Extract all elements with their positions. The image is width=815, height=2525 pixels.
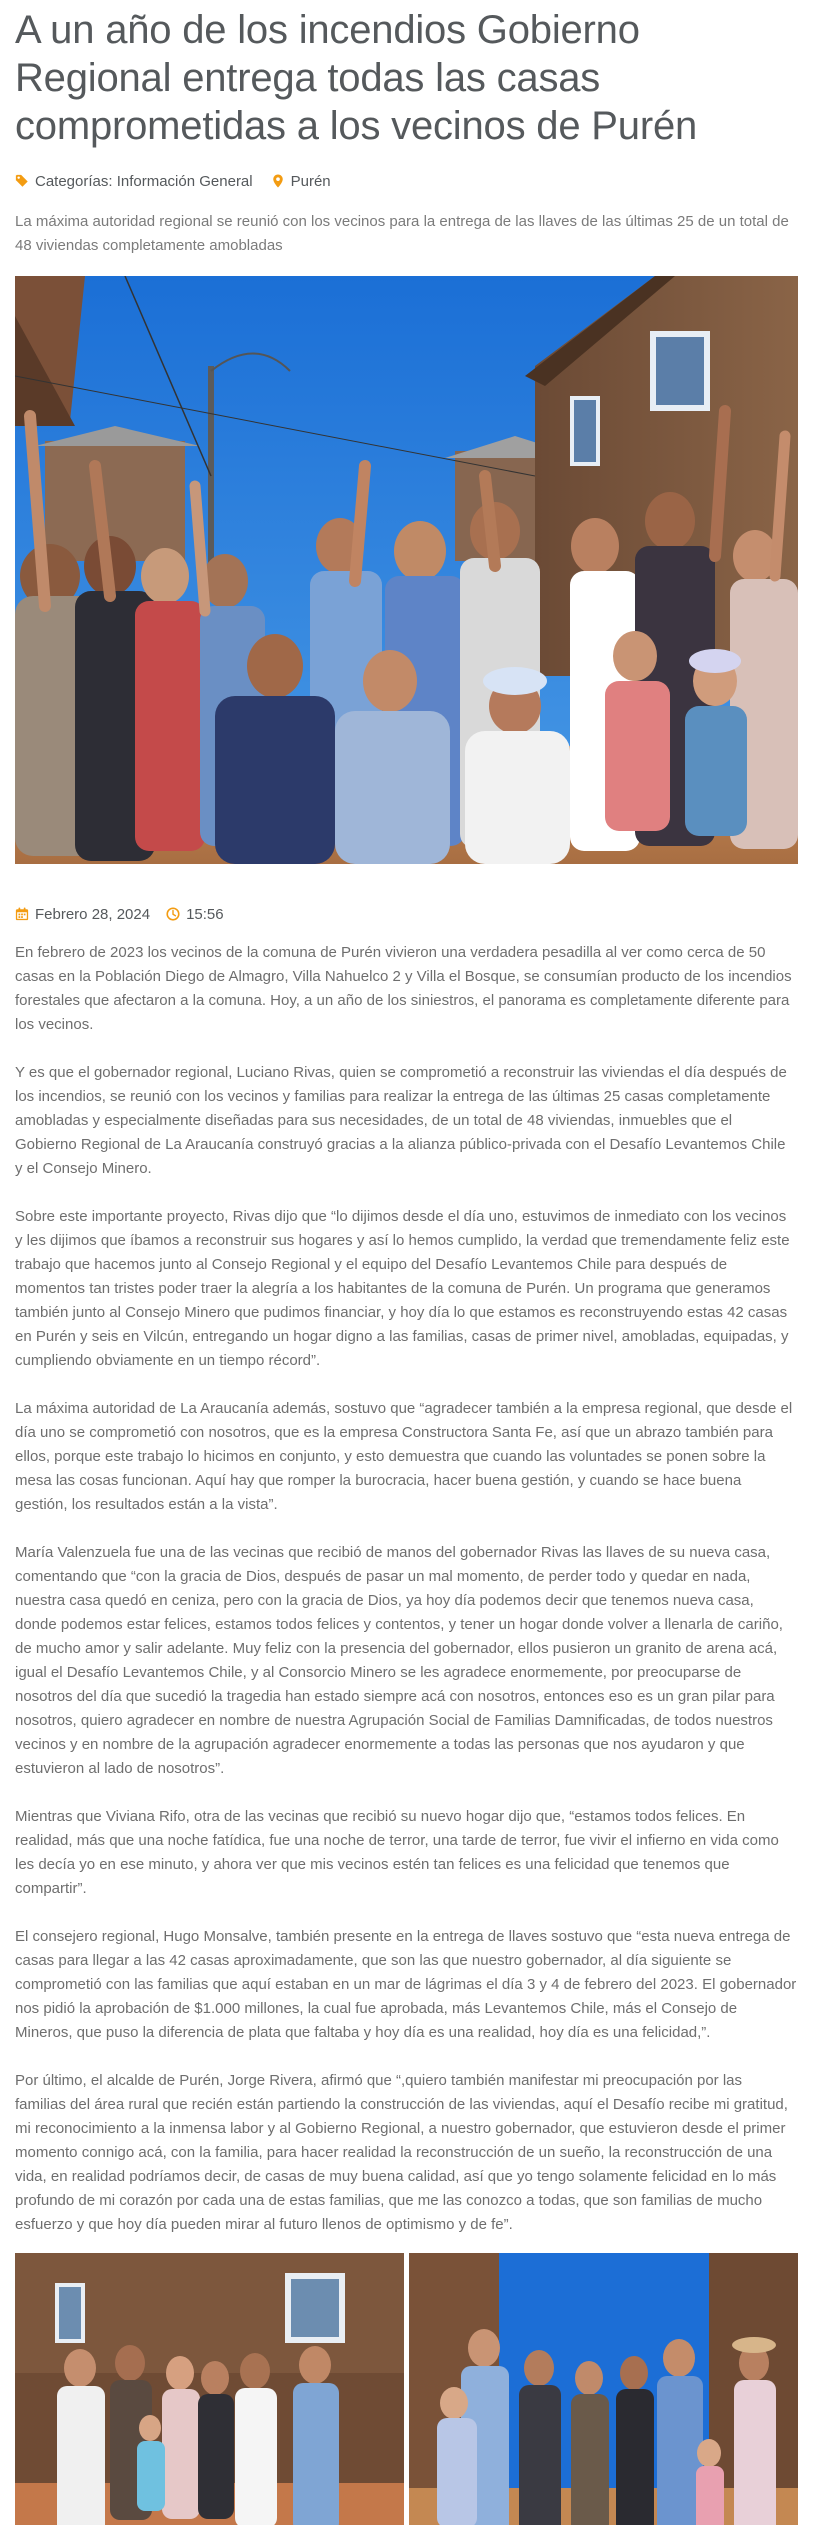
article-lead: La máxima autoridad regional se reunió con los vecinos para la entrega de las llaves de las últimas 25 de un total de 48 viviendas completamente amobladas — [15, 213, 789, 254]
publish-time — [166, 906, 224, 923]
paragraph: Por último, el alcalde de Purén, Jorge Rivera, afirmó que “,quiero también manifestar mi preocupación por las familias del área rural que recién están partiendo la construcción de las viviendas, aquí el Desafío recibe mi gratitud, mi reconocimiento a la inmensa labor y al Gobierno Regional, a nuestro gobernador, que estuvieron desde el primer momento connigo acá, con la familia, para hacer realidad la reconstrucción de un sueño, la reconstrucción de una vida, en realidad podríamos decir, de casas de muy buena calidad, así que yo tengo solamente felicidad en lo más profundo de mi corazón por cada una de estas familias, que me las conozco a todas, que son familias de mucho esfuerzo y que hoy día pueden mirar al futuro llenos de optimismo y de fe”. — [15, 2072, 788, 2233]
paragraph: En febrero de 2023 los vecinos de la comuna de Purén vivieron una verdadera pesadilla al ver como cerca de 50 casas en la Población Diego de Almagro, Villa Nahuelco 2 y Villa el Bosque, se consumían producto de los incendios forestales que afectaron a la comuna. Hoy, a un año de los siniestros, el panorama es completamente diferente para los vecinos. — [15, 944, 792, 1033]
article-body — [15, 941, 797, 2237]
photo-gallery — [15, 2253, 798, 2525]
tag-icon — [15, 174, 29, 188]
publish-date-text: Febrero 28, 2024 — [35, 905, 151, 923]
paragraph: Mientras que Viviana Rifo, otra de las vecinas que recibió su nuevo hogar dijo que, “estamos todos felices. En realidad, más que una noche fatídica, fue una noche de terror, una tarde de terror, fue vivir el infierno en vida como les decía yo en ese minuto, y ahora ver que mis vecinos estén tan felices es una felicidad que tenemos que compartir”. — [15, 1808, 779, 1897]
publish-info — [15, 903, 800, 925]
location — [271, 173, 331, 190]
gallery-photo-2-image — [409, 2253, 798, 2525]
category — [15, 173, 253, 190]
calendar-icon — [15, 907, 29, 921]
gallery-photo-2[interactable] — [409, 2253, 798, 2525]
gallery-photo-1-image — [15, 2253, 404, 2525]
gallery-photo-1[interactable] — [15, 2253, 404, 2525]
paragraph: La máxima autoridad de La Araucanía además, sostuvo que “agradecer también a la empresa regional, que desde el día uno se comprometió con nosotros, que es la empresa Constructora Santa Fe, así que un abrazo también para ellos, porque este trabajo lo hicimos en conjunto, y esto demuestra que cuando las voluntades se ponen sobre la mesa las cosas funcionan. Aquí hay que romper la burocracia, hacer buena gestión, y cuando se hace buena gestión, los resultados están a la vista”. — [15, 1400, 793, 1513]
paragraph: María Valenzuela fue una de las vecinas que recibió de manos del gobernador Rivas las llaves de su nueva casa, comentando que “con la gracia de Dios, después de pasar un mal momento, de perder todo y quedar en nada, nuestra casa quedó en ceniza, pero con la gracia de Dios, ya hoy día podemos decir que tenemos nueva casa, donde podemos estar felices, estamos todos felices y contentos, y tener un hogar donde volver a llenarla de cariño, de mucho amor y salir adelante. Muy feliz con la presencia del gobernador, ellos pusieron un granito de arena acá, igual el Desafío Levantemos Chile, y al Consorcio Minero se les agradece enormemente, por preocuparse de nosotros del día que sucedió la tragedia han estado siempre acá con nosotros, entonces eso es un gran pilar para nosotros, quiero agradecer en nombre de nuestra Agrupación Social de Familias Damnificadas, de todos nuestros vecinos y en nombre de la agrupación agradecer enormemente a todas las personas que nos ayudaron y que estuvieron al lado de nosotros”. — [15, 1544, 783, 1777]
map-pin-icon — [271, 174, 285, 188]
publish-time-text: 15:56 — [186, 905, 224, 923]
clock-icon — [166, 907, 180, 921]
article-title: A un año de los incendios Gobierno Regional entrega todas las casas comprometidas a los vecinos de Purén — [15, 8, 698, 148]
article-meta — [15, 170, 800, 192]
category-link[interactable]: Categorías: Información General — [35, 172, 253, 190]
location-link[interactable]: Purén — [290, 172, 331, 190]
hero-photo — [15, 276, 798, 864]
publish-date — [15, 906, 150, 923]
paragraph: Y es que el gobernador regional, Luciano Rivas, quien se comprometió a reconstruir las viviendas el día después de los incendios, se reunió con los vecinos y familias para realizar la entrega de las últimas 25 casas completamente amobladas y especialmente diseñadas para sus necesidades, de un total de 48 viviendas, inmuebles que el Gobierno Regional de La Araucanía construyó gracias a la alianza público-privada con el Desafío Levantemos Chile y el Consejo Minero. — [15, 1064, 787, 1177]
hero-photo-image — [15, 276, 798, 864]
paragraph: El consejero regional, Hugo Monsalve, también presente en la entrega de llaves sostuvo que “esta nueva entrega de casas para llegar a las 42 casas aproximadamente, que son las que nuestro gobernador, al día siguiente se comprometió con las familias que aquí estaban en un mar de lágrimas el día 3 y 4 de febrero del 2023. El gobernador nos pidió la aprobación de $1.000 millones, la cual fue aprobada, más Levantemos Chile, más el Consejo de Mineros, que puso la diferencia de plata que faltaba y hoy día es una realidad, hoy día es una felicidad,”. — [15, 1928, 797, 2041]
paragraph: Sobre este importante proyecto, Rivas dijo que “lo dijimos desde el día uno, estuvimos de inmediato con los vecinos y les dijimos que íbamos a reconstruir sus hogares y así lo hemos cumplido, la verdad que tremendamente feliz este trabajo que hacemos junto al Consejo Regional y el equipo del Desafío Levantemos Chile para después de momentos tan tristes poder traer la alegría a los habitantes de la comuna de Purén. Un programa que generamos también junto al Consejo Minero que pudimos financiar, y hoy día lo que estamos es reconstruyendo estas 42 casas en Purén y seis en Vilcún, entregando un hogar digno a las familias, casas de primer nivel, amobladas, equipadas, y cumpliendo obviamente en un tiempo récord”. — [15, 1208, 790, 1369]
